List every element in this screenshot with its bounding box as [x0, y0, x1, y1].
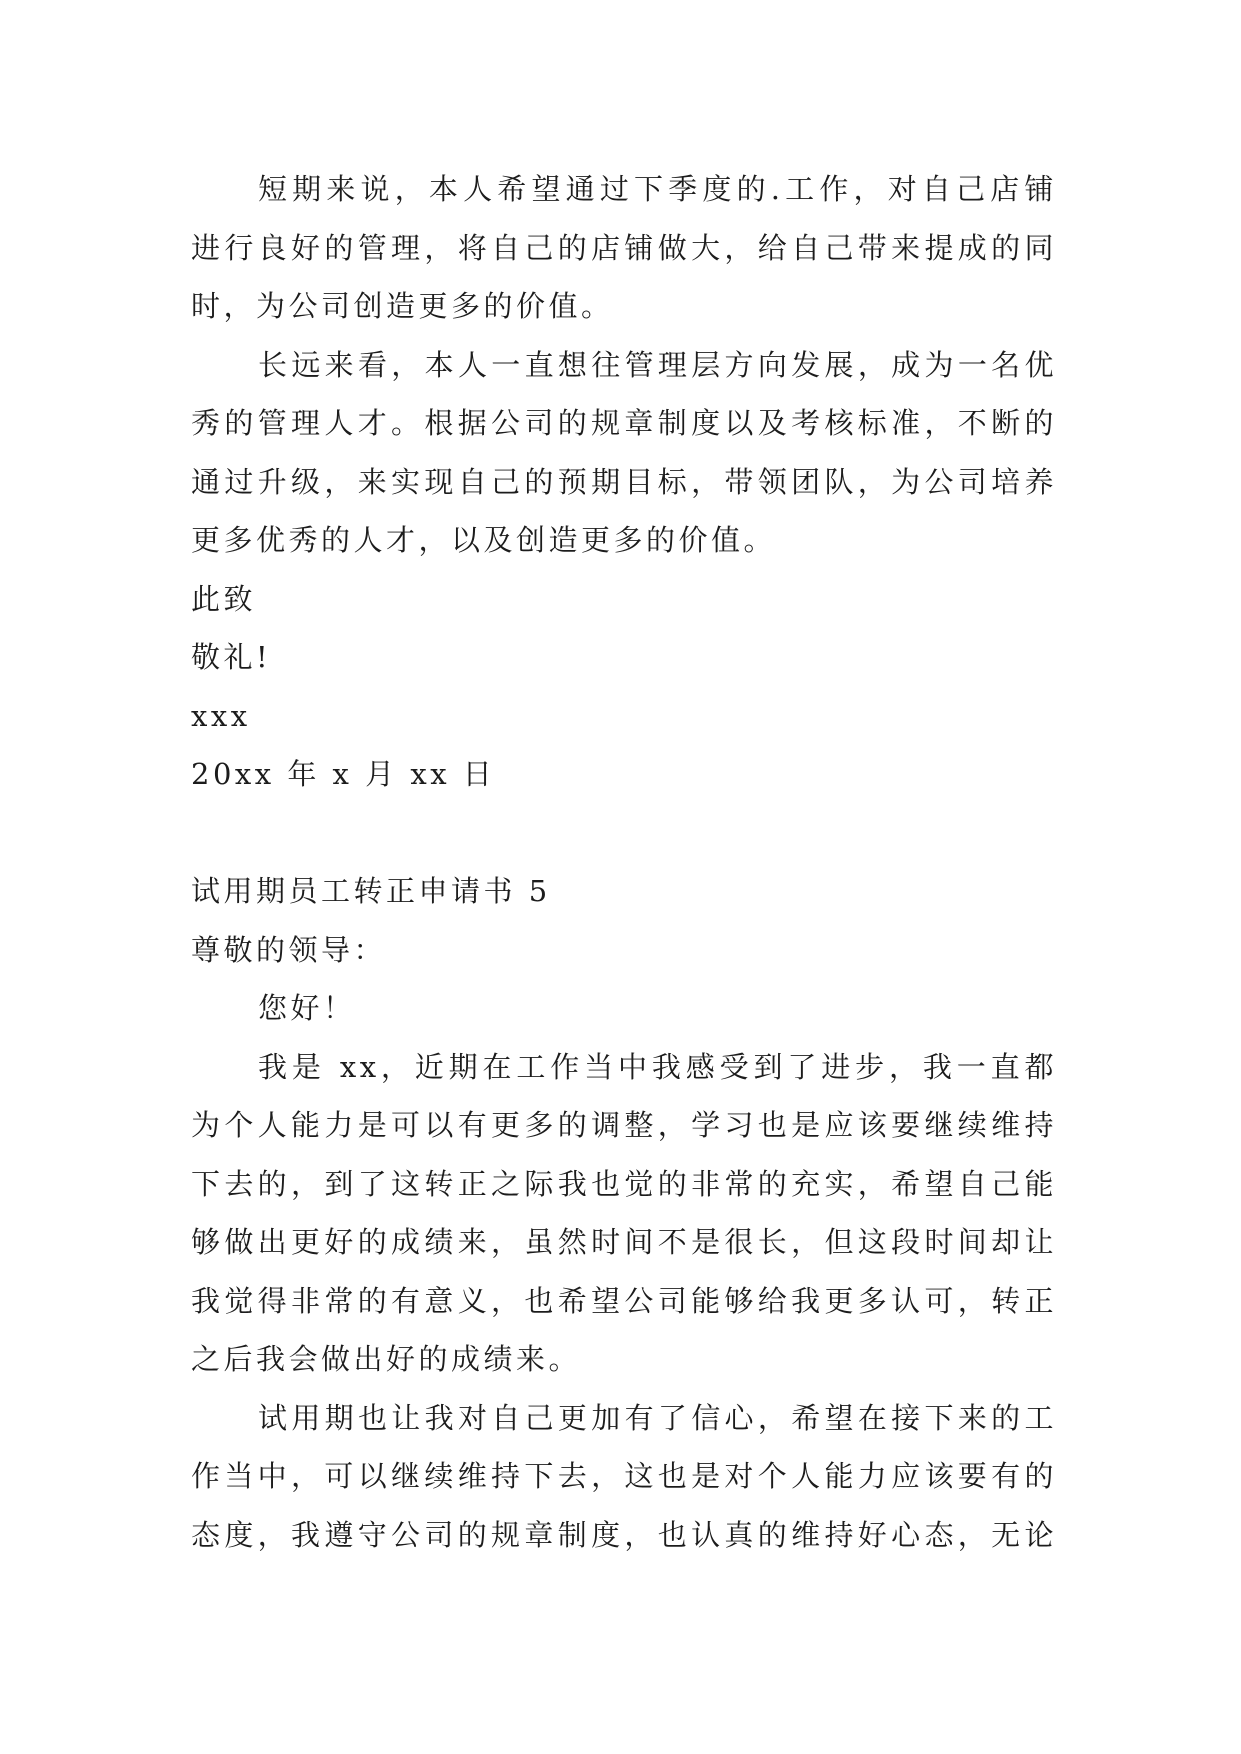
- document-body: [191, 160, 1057, 1564]
- paragraph-line: 我是 xx，近期在工作当中我感受到了进步，我一直都: [258, 1049, 1057, 1084]
- letter-date: 20xx 年 x 月 xx 日: [191, 757, 496, 791]
- section-spacer: [191, 804, 1057, 863]
- paragraph-line: 下去的，到了这转正之际我也觉的非常的充实，希望自己能: [191, 1166, 1057, 1201]
- paragraph-line: 态度，我遵守公司的规章制度，也认真的维持好心态，无论: [191, 1517, 1057, 1552]
- previous-letter-paragraph-1: [191, 160, 1057, 336]
- closing-phrase: 此致: [191, 581, 257, 616]
- letter-hello: 您好！: [258, 991, 356, 1025]
- salute-phrase: 敬礼!: [191, 640, 272, 674]
- signature: xxx: [191, 698, 251, 733]
- letter-5-paragraph-1: [191, 1038, 1057, 1389]
- paragraph-line: 试用期也让我对自己更加有了信心，希望在接下来的工: [258, 1400, 1057, 1435]
- previous-letter-paragraph-2: [191, 336, 1057, 570]
- paragraph-line: 秀的管理人才。根据公司的规章制度以及考核标准，不断的: [191, 406, 1057, 440]
- paragraph-line: 短期来说，本人希望通过下季度的.工作，对自己店铺: [258, 172, 1057, 206]
- paragraph-line: 为个人能力是可以有更多的调整，学习也是应该要继续维持: [191, 1108, 1057, 1142]
- paragraph-line: 通过升级，来实现自己的预期目标，带领团队，为公司培养: [191, 464, 1057, 499]
- paragraph-line: 作当中，可以继续维持下去，这也是对个人能力应该要有的: [191, 1459, 1057, 1493]
- letter-title: 试用期员工转正申请书 5: [191, 874, 551, 908]
- paragraph-line: 我觉得非常的有意义，也希望公司能够给我更多认可，转正: [191, 1283, 1057, 1318]
- paragraph-line: 更多优秀的人才，以及创造更多的价值。: [191, 523, 777, 557]
- paragraph-line: 时，为公司创造更多的价值。: [191, 289, 614, 323]
- paragraph-line: 长远来看，本人一直想往管理层方向发展，成为一名优: [258, 347, 1057, 382]
- paragraph-line: 够做出更好的成绩来，虽然时间不是很长，但这段时间却让: [191, 1225, 1057, 1259]
- paragraph-line: 之后我会做出好的成绩来。: [191, 1342, 582, 1376]
- letter-greeting: 尊敬的领导：: [191, 932, 387, 967]
- paragraph-line: 进行良好的管理，将自己的店铺做大，给自己带来提成的同: [191, 230, 1057, 265]
- letter-5-paragraph-2: [191, 1389, 1057, 1565]
